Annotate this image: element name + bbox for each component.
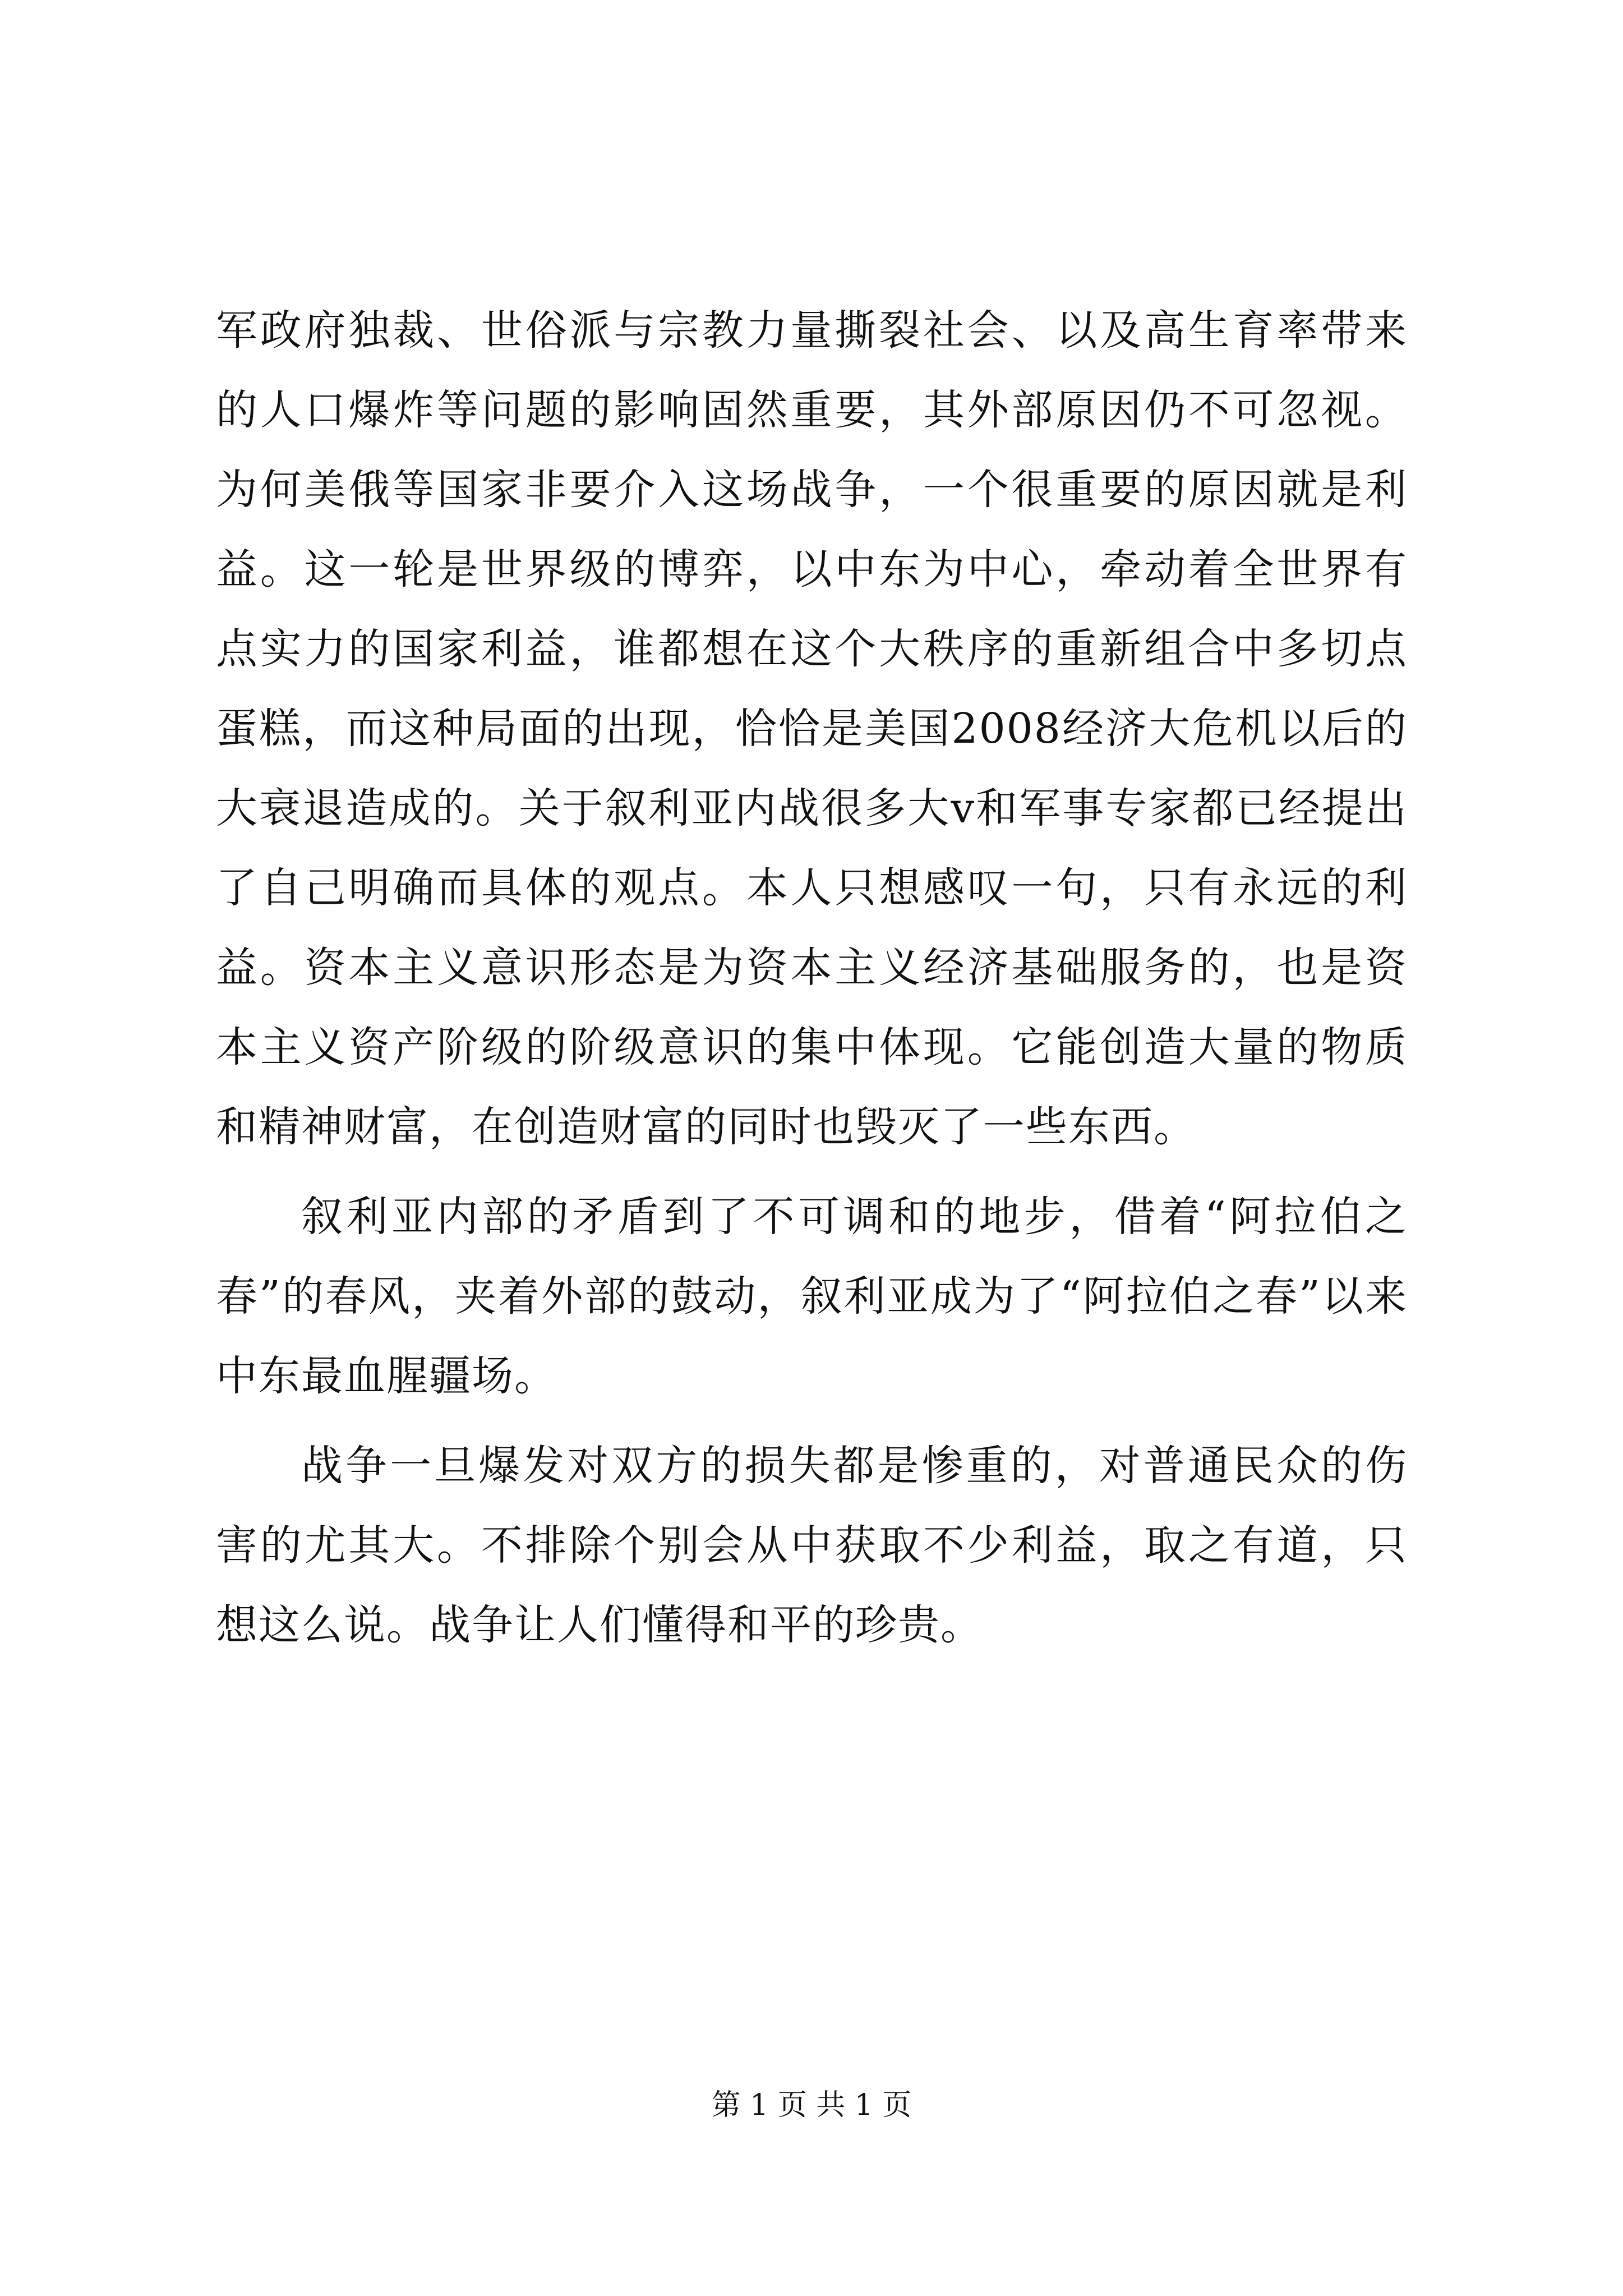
paragraph-1: 军政府独裁、世俗派与宗教力量撕裂社会、以及高生育率带来的人口爆炸等问题的影响固然重要，其外部原因仍不可忽视。为何美俄等国家非要介入这场战争，一个很重要的原因就是利益。这一轮是世界级的博弈，以中东为中心，牵动着全世界有点实力的国家利益，谁都想在这个大秩序的重新组合中多切点蛋糕，而这种局面的出现，恰恰是美国2008经济大危机以后的大衰退造成的。关于叙利亚内战很多大v和军事专家都已经提出了自己明确而具体的观点。本人只想感叹一句，只有永远的利益。资本主义意识形态是为资本主义经济基础服务的，也是资本主义资产阶级的阶级意识的集中体现。它能创造大量的物质和精神财富，在创造财富的同时也毁灭了一些东西。 xyxy=(216,306,1408,1151)
paragraph-3: 战争一旦爆发对双方的损失都是惨重的，对普通民众的伤害的尤其大。不排除个别会从中获取不少利益，取之有道，只想这么说。战争让人们懂得和平的珍贵。 xyxy=(216,1442,1408,1649)
paragraph-2: 叙利亚内部的矛盾到了不可调和的地步，借着“阿拉伯之春”的春风，夹着外部的鼓动，叙利亚成为了“阿拉伯之春”以来中东最血腥疆场。 xyxy=(216,1193,1408,1400)
document-body xyxy=(216,291,1408,1665)
page-footer: 第 1 页 共 1 页 xyxy=(711,2088,912,2122)
